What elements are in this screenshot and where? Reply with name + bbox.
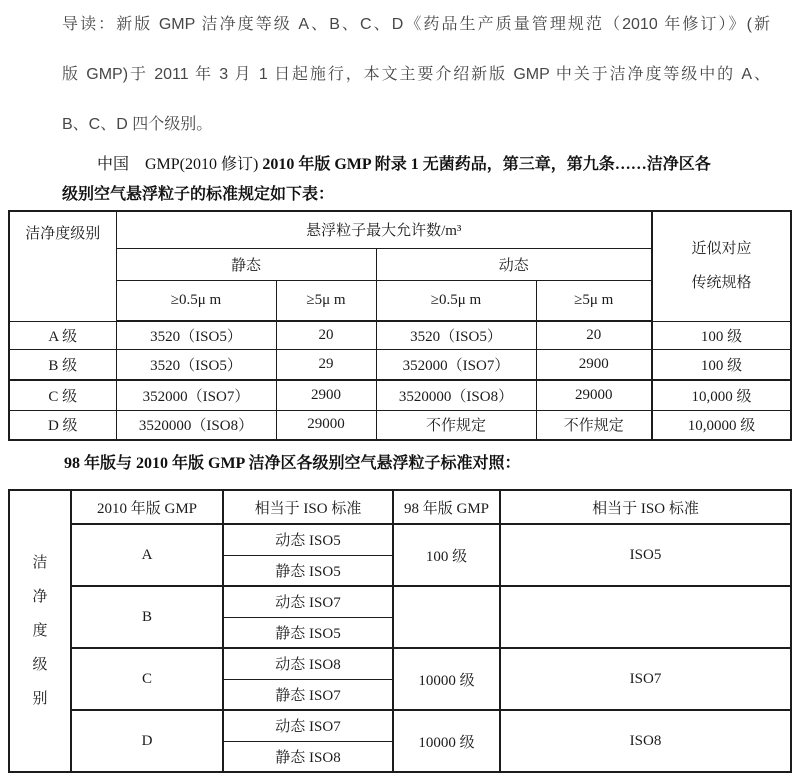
intro-line-1: 导读：新版 GMP 洁净度等级 A、B、C、D《药品生产质量管理规范（2010 年修订）》(新 — [62, 16, 770, 33]
gmp98-cell — [393, 586, 500, 648]
particle-standard-table — [8, 210, 792, 441]
static-05-cell: 3520000（ISO8） — [116, 410, 276, 440]
gmp98-cell: 10000 级 — [393, 648, 500, 710]
comparison-table — [8, 489, 792, 773]
t1-header-traditional-line1: 近似对应 — [691, 241, 752, 258]
dynamic-05-cell: 不作规定 — [376, 410, 536, 440]
dynamic-05-cell: 3520（ISO5） — [376, 321, 536, 349]
table-row — [9, 380, 791, 410]
static-iso-cell: 静态 ISO5 — [223, 555, 393, 586]
traditional-cell: 10,000 级 — [652, 380, 791, 410]
intro-line-3: B、C、D 四个级别。 — [62, 116, 213, 133]
table-row — [9, 586, 791, 617]
dynamic-5-cell: 20 — [536, 321, 652, 349]
iso-cell — [500, 586, 791, 648]
source-normal-text: 中国 GMP(2010 修订) — [97, 156, 263, 173]
static-5-cell: 29 — [276, 349, 376, 380]
source-line-1 — [62, 150, 768, 180]
static-5-cell: 29000 — [276, 410, 376, 440]
static-05-cell: 352000（ISO7） — [116, 380, 276, 410]
t1-header-particles: 悬浮粒子最大允许数/m³ — [116, 211, 652, 248]
grade-cell: C 级 — [9, 380, 116, 410]
t1-header-dynamic: 动态 — [376, 248, 652, 280]
vertical-label-char: 级 — [32, 657, 48, 673]
static-5-cell: 2900 — [276, 380, 376, 410]
t1-header-dynamic-05: ≥0.5μ m — [376, 280, 536, 321]
grade-cell: B 级 — [9, 349, 116, 380]
dynamic-5-cell: 不作规定 — [536, 410, 652, 440]
t2-header-gmp98: 98 年版 GMP — [393, 490, 500, 524]
vertical-label-char: 度 — [32, 623, 48, 639]
static-iso-cell: 静态 ISO7 — [223, 679, 393, 710]
t1-header-dynamic-5: ≥5μ m — [536, 280, 652, 321]
source-line-2: 级别空气悬浮粒子的标准规定如下表： — [62, 186, 335, 203]
grade-cell: D 级 — [9, 410, 116, 440]
table-row — [9, 648, 791, 679]
intro-line-2: 版 GMP)于 2011 年 3 月 1 日起施行，本文主要介绍新版 GMP 中关于洁净度等级中的 A、 — [62, 66, 770, 83]
t2-vertical-label-cell — [9, 490, 71, 772]
traditional-cell: 10,0000 级 — [652, 410, 791, 440]
vertical-label-char: 净 — [32, 589, 48, 605]
static-05-cell: 3520（ISO5） — [116, 321, 276, 349]
table-row — [9, 410, 791, 440]
t2-header-gmp2010: 2010 年版 GMP — [71, 490, 223, 524]
dynamic-05-cell: 352000（ISO7） — [376, 349, 536, 380]
gmp98-cell: 100 级 — [393, 524, 500, 586]
iso-cell: ISO5 — [500, 524, 791, 586]
table-row — [9, 710, 791, 741]
comparison-heading: 98 年版与 2010 年版 GMP 洁净区各级别空气悬浮粒子标准对照： — [64, 455, 521, 472]
vertical-label-char: 洁 — [32, 555, 48, 571]
traditional-cell: 100 级 — [652, 321, 791, 349]
vertical-label-char: 别 — [32, 691, 48, 707]
dynamic-iso-cell: 动态 ISO7 — [223, 710, 393, 741]
dynamic-05-cell: 3520000（ISO8） — [376, 380, 536, 410]
dynamic-iso-cell: 动态 ISO5 — [223, 524, 393, 555]
intro-paragraph — [62, 0, 770, 150]
dynamic-iso-cell: 动态 ISO8 — [223, 648, 393, 679]
table-row — [9, 321, 791, 349]
t1-header-static-5: ≥5μ m — [276, 280, 376, 321]
t1-header-traditional-line2: 传统规格 — [691, 275, 752, 292]
grade-cell: B — [71, 586, 223, 648]
grade-cell: D — [71, 710, 223, 772]
grade-cell: A 级 — [9, 321, 116, 349]
dynamic-5-cell: 2900 — [536, 349, 652, 380]
t2-header-iso-new: 相当于 ISO 标准 — [223, 490, 393, 524]
grade-cell: C — [71, 648, 223, 710]
t2-header-iso-old: 相当于 ISO 标准 — [500, 490, 791, 524]
t1-header-row-1 — [9, 211, 791, 248]
t1-header-traditional — [652, 211, 791, 321]
static-5-cell: 20 — [276, 321, 376, 349]
static-iso-cell: 静态 ISO8 — [223, 741, 393, 772]
t2-header-row — [9, 490, 791, 524]
iso-cell: ISO7 — [500, 648, 791, 710]
gmp-source-paragraph — [62, 150, 768, 210]
t1-header-static: 静态 — [116, 248, 376, 280]
dynamic-5-cell: 29000 — [536, 380, 652, 410]
table-row — [9, 524, 791, 555]
source-bold-text: 2010 年版 GMP 附录 1 无菌药品，第三章，第九条……洁净区各 — [262, 156, 711, 173]
static-iso-cell: 静态 ISO5 — [223, 617, 393, 648]
traditional-cell: 100 级 — [652, 349, 791, 380]
gmp98-cell: 10000 级 — [393, 710, 500, 772]
t1-header-grade: 洁净度级别 — [9, 211, 116, 321]
table-row — [9, 349, 791, 380]
static-05-cell: 3520（ISO5） — [116, 349, 276, 380]
t1-header-static-05: ≥0.5μ m — [116, 280, 276, 321]
dynamic-iso-cell: 动态 ISO7 — [223, 586, 393, 617]
grade-cell: A — [71, 524, 223, 586]
iso-cell: ISO8 — [500, 710, 791, 772]
